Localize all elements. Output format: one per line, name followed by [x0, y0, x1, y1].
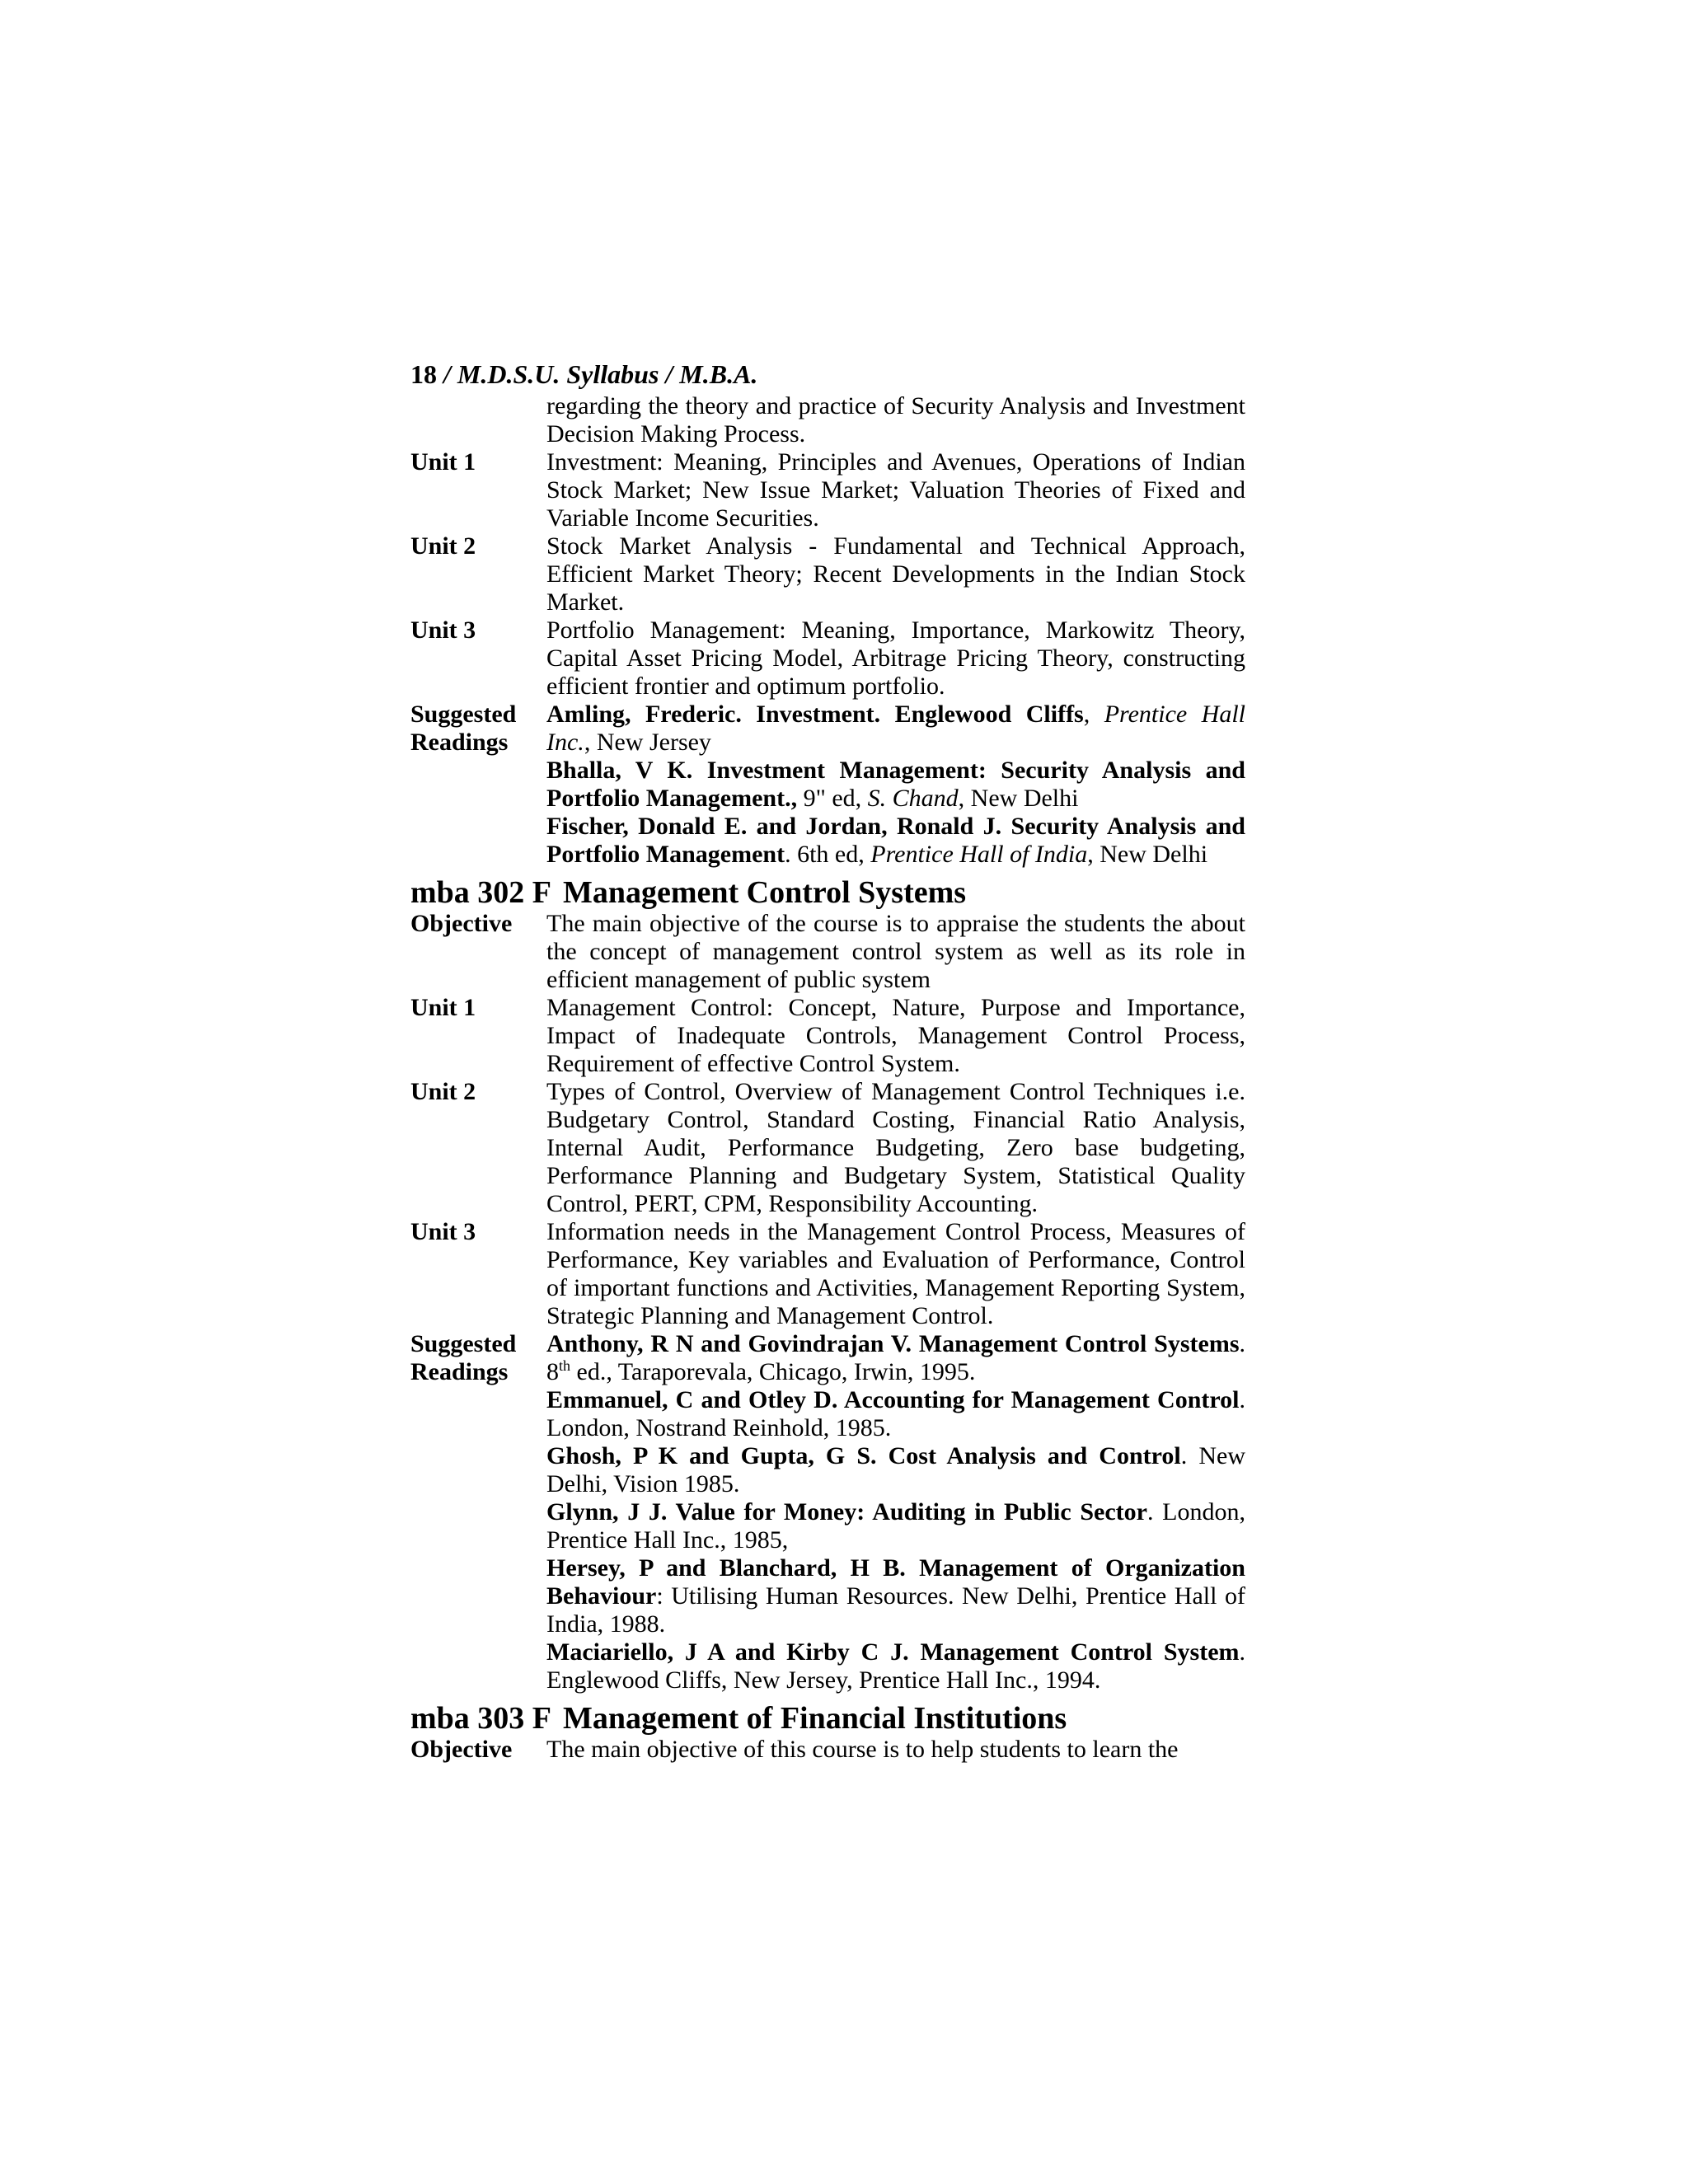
reading-edition: . 6th ed,	[785, 841, 871, 868]
course-code: mba 302 F	[410, 875, 551, 910]
unit-label: Unit 1	[410, 994, 476, 1021]
reading-title: Emmanuel, C and Otley D. Accounting for Management Control	[546, 1386, 1240, 1413]
unit-text: Types of Control, Overview of Management Control Techniques i.e. Budgetary Control, Standard Costing, Financial Ratio Analysis, Internal Audit, Performance Budgeting, Zero base budgeting, Performance Planning and Budgetary System, Statistical Quality Control, PERT, CPM, Responsibility Accounting.	[546, 1078, 1245, 1217]
course-title: Management of Financial Institutions	[563, 1701, 1067, 1736]
suggested-readings	[410, 1330, 1245, 1694]
reading-rest: . Englewood Cliffs, New Jersey, Prentice Hall Inc., 1994.	[546, 1638, 1245, 1694]
reading-item	[546, 1498, 1245, 1554]
course-heading	[410, 875, 1245, 910]
reading-title: Glynn, J J. Value for Money: Auditing in Public Sector	[546, 1498, 1147, 1526]
reading-edition: 9" ed,	[797, 785, 868, 812]
unit-text: Investment: Meaning, Principles and Avenues, Operations of Indian Stock Market; New Issue Market; Valuation Theories of Fixed and Variable Income Securities.	[546, 448, 1245, 532]
readings-label	[410, 701, 546, 869]
reading-rest: . London, Nostrand Reinhold, 1985.	[546, 1386, 1245, 1441]
reading-title: Bhalla, V K. Investment Management: Security Analysis and Portfolio Management.,	[546, 757, 1245, 812]
readings-label	[410, 1330, 546, 1694]
objective-text: The main objective of the course is to appraise the students the about the concept of management control system as well as its role in efficient management of public system	[546, 910, 1245, 993]
unit-text: Portfolio Management: Meaning, Importance, Markowitz Theory, Capital Asset Pricing Model, Arbitrage Pricing Theory, constructing efficient frontier and optimum portfolio.	[546, 616, 1245, 700]
reading-title: Maciariello, J A and Kirby C J. Management Control System	[546, 1638, 1240, 1666]
unit-text: Stock Market Analysis - Fundamental and Technical Approach, Efficient Market Theory; Recent Developments in the Indian Stock Market.	[546, 532, 1245, 616]
objective-row	[410, 1736, 1245, 1764]
unit-label: Unit 2	[410, 1078, 476, 1105]
reading-rest: . London, Prentice Hall Inc., 1985,	[546, 1498, 1246, 1554]
reading-title: Anthony, R N and Govindrajan V. Management Control Systems	[546, 1330, 1240, 1357]
running-title: / M.D.S.U. Syllabus / M.B.A.	[443, 359, 758, 389]
unit-row	[410, 616, 1245, 701]
unit-row	[410, 532, 1245, 616]
reading-publisher: Prentice Hall of India	[870, 841, 1088, 868]
reading-publisher: S. Chand	[867, 785, 959, 812]
unit-row	[410, 448, 1245, 532]
readings-label-line: Readings	[410, 1358, 509, 1385]
readings-label-line: Suggested	[410, 1330, 517, 1357]
reading-rest: , New Delhi	[1087, 841, 1208, 868]
unit-label: Unit 2	[410, 532, 476, 560]
reading-edition: . 8	[546, 1330, 1245, 1385]
reading-rest: , New Jersey	[584, 729, 711, 756]
reading-rest: . New Delhi, Vision 1985.	[546, 1442, 1246, 1497]
reading-item	[546, 701, 1245, 757]
objective-continuation	[410, 392, 1245, 448]
reading-title: Amling, Frederic. Investment. Englewood Cliffs	[546, 701, 1084, 728]
unit-row	[410, 994, 1245, 1078]
syllabus-page	[410, 359, 1245, 1764]
unit-text: Information needs in the Management Control Process, Measures of Performance, Key variables and Evaluation of Performance, Control of important functions and Activities, Management Reporting System, Strategic Planning and Management Control.	[546, 1218, 1245, 1329]
unit-label: Unit 3	[410, 1218, 476, 1245]
course-title: Management Control Systems	[563, 875, 967, 910]
reading-rest: ed., Taraporevala, Chicago, Irwin, 1995.	[570, 1358, 976, 1385]
readings-list	[546, 1330, 1245, 1694]
unit-text: Management Control: Concept, Nature, Purpose and Importance, Impact of Inadequate Controls, Management Control Process, Requirement of effective Control System.	[546, 994, 1245, 1077]
reading-item	[546, 1554, 1245, 1638]
page-header	[410, 359, 1245, 392]
unit-row	[410, 1078, 1245, 1218]
reading-item	[546, 1330, 1245, 1386]
unit-row	[410, 1218, 1245, 1330]
reading-title: Ghosh, P K and Gupta, G S. Cost Analysis and Control	[546, 1442, 1181, 1469]
objective-row	[410, 910, 1245, 994]
reading-item	[546, 757, 1245, 813]
reading-title: Hersey, P and Blanchard, H B. Management of Organization Behaviour	[546, 1554, 1245, 1610]
objective-text: The main objective of this course is to help students to learn the	[546, 1736, 1179, 1763]
reading-item	[546, 1386, 1245, 1442]
readings-label-line: Readings	[410, 729, 509, 756]
course-heading	[410, 1701, 1245, 1736]
unit-label: Unit 3	[410, 616, 476, 644]
suggested-readings	[410, 701, 1245, 869]
readings-label-line: Suggested	[410, 701, 517, 728]
reading-publisher: Prentice Hall Inc.	[546, 701, 1245, 756]
reading-title: Fischer, Donald E. and Jordan, Ronald J. Security Analysis and Portfolio Management	[546, 813, 1245, 868]
objective-label: Objective	[410, 1736, 513, 1763]
unit-label: Unit 1	[410, 448, 476, 476]
objective-text: regarding the theory and practice of Security Analysis and Investment Decision Making Process.	[546, 392, 1245, 448]
reading-item	[546, 813, 1245, 869]
reading-rest: , New Delhi	[958, 785, 1079, 812]
readings-list	[546, 701, 1245, 869]
reading-item	[546, 1638, 1245, 1694]
reading-sep: ,	[1083, 701, 1104, 728]
reading-superscript: th	[559, 1357, 571, 1374]
reading-rest: : Utilising Human Resources. New Delhi, Prentice Hall of India, 1988.	[546, 1582, 1245, 1638]
reading-item	[546, 1442, 1245, 1498]
course-code: mba 303 F	[410, 1701, 551, 1736]
objective-label: Objective	[410, 910, 513, 937]
page-number: 18	[410, 359, 437, 389]
